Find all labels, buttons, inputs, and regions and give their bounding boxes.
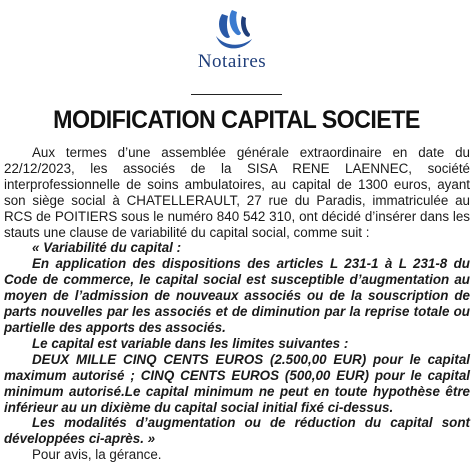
notaires-logo xyxy=(188,6,276,78)
clause-paragraph-3: DEUX MILLE CINQ CENTS EUROS (2.500,00 EUR) pour le capital maximum autorisé ; CINQ CENTS EUROS (500,00 EUR) pour le capital minimum autorisé.Le capital minimum ne peut en toute hypothèse être inférieur au un dixième du capital social initial fixé ci-dessus. xyxy=(4,351,470,415)
logo-wordmark: Notaires xyxy=(197,51,267,72)
page-title: MODIFICATION CAPITAL SOCIETE xyxy=(53,106,420,134)
clause-paragraph-4: Les modalités d’augmentation ou de réduction du capital sont développées ci-après. » xyxy=(4,415,470,447)
closing-line: Pour avis, la gérance. xyxy=(32,447,162,463)
intro-paragraph: Aux termes d’une assemblée générale extraordinaire en date du 22/12/2023, les associés de la SISA RENE LAENNEC, société interprofessionnelle de soins ambulatoires, au capital de 1300 euros, ayant son siège social à CHATELLERAULT, 27 rue du Paradis, immatriculée au RCS de POITIERS sous le numéro 840 542 310, ont décidé d’insérer dans les stauts une clause de variabilité du capital social, comme suit : xyxy=(4,145,470,240)
clause-heading: « Variabilité du capital : xyxy=(32,240,182,256)
clause-paragraph-2: Le capital est variable dans les limites suivantes : xyxy=(32,335,349,351)
divider xyxy=(191,94,282,95)
notice-body xyxy=(4,145,470,463)
clause-paragraph-1: En application des dispositions des articles L 231-1 à L 231-8 du Code de commerce, le capital social est susceptible d’augmentation au moyen de l’admission de nouveaux associés ou de la souscription de parts nouvelles par les associés et de diminution par la reprise totale ou partielle des apports des associés. xyxy=(4,256,470,335)
notaires-emblem-icon xyxy=(188,6,276,52)
